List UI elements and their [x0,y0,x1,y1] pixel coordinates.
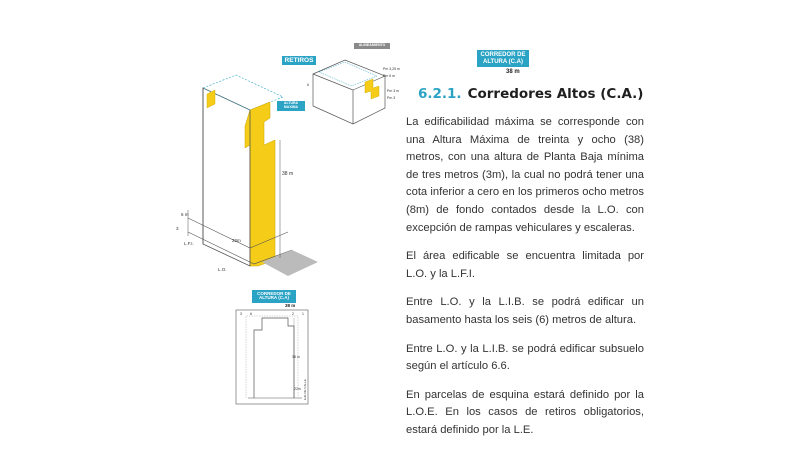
alineamiento-tag: ALINEAMIENTO [354,43,390,49]
main-isometric-diagram [168,40,328,290]
left-6m-label: 6 m [181,212,189,217]
paragraph-1: La edificabilidad máxima se corresponde con una Altura Máxima de treinta y ocho (38) metros, con una altura de Planta Baja mínima de tres metros (3m), la cual no podrá tener una cota inferior a cero en los primeros ocho metros (8m) de fondo contados desde la L.O. con excepción de rampas vehiculares y escaleras. [406,116,644,234]
paragraph-4: Entre L.O. y la L.I.B. se podrá edificar subsuelo según el artículo 6.6. [406,342,644,373]
body-text [406,114,644,451]
lo-label: L.O. [218,267,227,272]
height-label: 38 m [282,171,294,177]
width-label: 22m [232,238,241,243]
section-top-4: 1 [302,312,304,316]
lfi-label: L.F.I. [184,241,194,246]
detail-label-5: 6 [307,83,309,87]
section-diagram [232,306,312,408]
section-top-3: 2 [292,312,294,316]
section-side-label: EJE DE CALLE [303,379,307,400]
section-top-2: 6 [250,312,252,316]
section-heading [418,86,643,102]
section-width-label: 22m [294,387,301,391]
section-tag-sub: 38 m [285,303,296,308]
corredor-top-tag-label: CORREDOR DE ALTURA (C.A) [480,52,526,65]
altura-maxima-tag: ALTURA MAXIMA [277,101,305,111]
detail-label-4: Pm 3 [387,96,396,100]
corredor-top-tag [477,50,529,67]
detail-isometric-diagram [305,46,405,126]
corredor-top-sub: 38 m [506,69,520,75]
left-3-label: 3 [176,226,179,231]
retiros-tag: RETIROS [282,56,316,65]
section-tag-label: CORREDOR DE ALTURA (C.A) [257,290,291,301]
section-top-1: 3 [240,312,242,316]
section-title: Corredores Altos (C.A.) [467,86,644,102]
section-height-label: 38 m [292,355,300,359]
detail-label-2: Pm 6 m [383,74,396,78]
detail-label-1: Pm 3,25 m [383,67,400,71]
section-tag [252,290,296,303]
paragraph-3: Entre L.O. y la L.I.B. se podrá edificar un basamento hasta los seis (6) metros de altura. [406,296,644,326]
section-number: 6.2.1. [418,86,462,102]
detail-label-3: Pm 3 m [387,89,400,93]
paragraph-2: El área edificable se encuentra limitada por L.O. y la L.F.I. [406,250,644,280]
paragraph-5: En parcelas de esquina estará definido por la L.O.E. En los casos de retiros obligatorios, estará definido por la L.E. [406,388,644,436]
